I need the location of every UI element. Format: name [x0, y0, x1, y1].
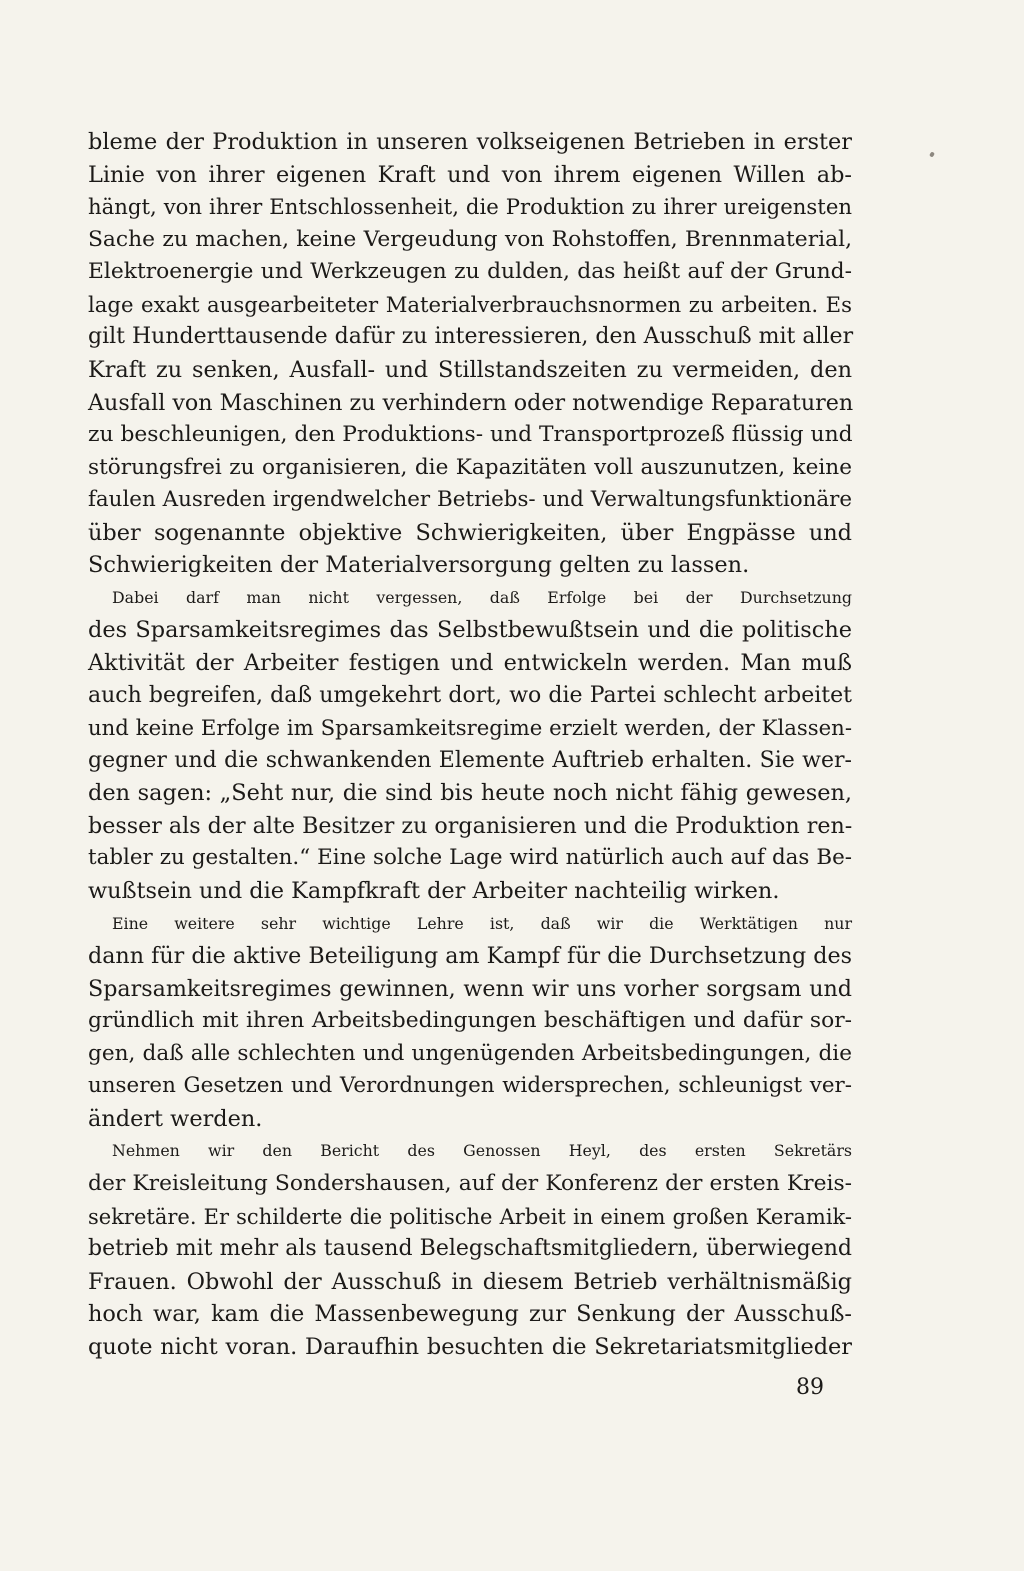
- text-line: gen, daß alle schlechten und ungenügenden Arbeitsbedingungen, die: [88, 1040, 852, 1066]
- text-line: über sogenannte objektive Schwierigkeiten, über Engpässe und: [88, 519, 852, 546]
- paragraph: [88, 126, 852, 582]
- text-line: des Sparsamkeitsregimes das Selbstbewußtsein und die politische: [88, 617, 852, 644]
- print-speck: [929, 151, 935, 157]
- page-body: [88, 126, 852, 1363]
- text-line: ändert werden.: [88, 1105, 263, 1132]
- text-line: Aktivität der Arbeiter festigen und entwickeln werden. Man muß: [88, 650, 852, 676]
- text-line: faulen Ausreden irgendwelcher Betriebs- und Verwaltungsfunktionäre: [88, 487, 852, 513]
- text-line: gilt Hunderttausende dafür zu interessieren, den Ausschuß mit aller: [88, 324, 854, 350]
- text-line: Schwierigkeiten der Materialversorgung gelten zu lassen.: [88, 552, 750, 579]
- text-line: Sparsamkeitsregimes gewinnen, wenn wir uns vorher sorgsam und: [88, 975, 852, 1002]
- text-line: störungsfrei zu organisieren, die Kapazitäten voll auszunutzen, keine: [88, 454, 852, 480]
- page-number: 89: [796, 1375, 824, 1400]
- text-line: hoch war, kam die Massenbewegung zur Senkung der Ausschuß-: [88, 1301, 852, 1328]
- text-line: sekretäre. Er schilderte die politische Arbeit in einem großen Keramik-: [88, 1204, 852, 1229]
- text-line: besser als der alte Besitzer zu organisieren und die Produktion ren-: [88, 812, 853, 839]
- text-line: quote nicht voran. Daraufhin besuchten die Sekretariatsmitglieder: [88, 1333, 852, 1360]
- text-line: tabler zu gestalten.“ Eine solche Lage wird natürlich auch auf das Be-: [88, 845, 852, 871]
- text-line: Linie von ihrer eigenen Kraft und von ihrem eigenen Willen ab-: [88, 161, 852, 188]
- text-line: dann für die aktive Beteiligung am Kampf für die Durchsetzung des: [88, 943, 852, 970]
- text-line: betrieb mit mehr als tausend Belegschaftsmitgliedern, überwiegend: [88, 1236, 852, 1262]
- text-line: Sache zu machen, keine Vergeudung von Rohstoffen, Brennmaterial,: [88, 226, 852, 252]
- text-line: wußtsein und die Kampfkraft der Arbeiter nachteilig wirken.: [88, 877, 780, 904]
- text-line: zu beschleunigen, den Produktions- und Transportprozeß flüssig und: [88, 422, 853, 448]
- text-line: hängt, von ihrer Entschlossenheit, die Produktion zu ihrer ureigensten: [88, 194, 852, 220]
- paragraph: [88, 582, 852, 908]
- text-line: Nehmen wir den Bericht des Genossen Heyl, des ersten Sekretärs: [112, 1141, 852, 1161]
- text-line: Elektroenergie und Werkzeugen zu dulden, das heißt auf der Grund-: [88, 259, 852, 285]
- text-line: den sagen: „Seht nur, die sind bis heute noch nicht fähig gewesen,: [88, 780, 852, 807]
- text-line: bleme der Produktion in unseren volkseigenen Betrieben in erster: [88, 129, 852, 155]
- text-line: der Kreisleitung Sondershausen, auf der Konferenz der ersten Kreis-: [88, 1171, 852, 1196]
- text-line: Ausfall von Maschinen zu verhindern oder notwendige Reparaturen: [88, 389, 854, 416]
- text-line: Frauen. Obwohl der Ausschuß in diesem Betrieb verhältnismäßig: [88, 1268, 852, 1295]
- text-line: auch begreifen, daß umgekehrt dort, wo die Partei schlecht arbeitet: [88, 682, 852, 708]
- text-line: lage exakt ausgearbeiteter Materialverbrauchsnormen zu arbeiten. Es: [88, 291, 852, 317]
- text-line: Eine weitere sehr wichtige Lehre ist, daß wir die Werktätigen nur: [112, 913, 852, 933]
- paragraph: [88, 1135, 852, 1363]
- text-line: Kraft zu senken, Ausfall- und Stillstandszeiten zu vermeiden, den: [88, 356, 852, 383]
- text-line: Dabei darf man nicht vergessen, daß Erfolge bei der Durchsetzung: [112, 587, 852, 607]
- text-line: unseren Gesetzen und Verordnungen widersprechen, schleunigst ver-: [88, 1073, 852, 1099]
- paragraph: [88, 908, 852, 1136]
- text-line: gründlich mit ihren Arbeitsbedingungen beschäftigen und dafür sor-: [88, 1008, 852, 1034]
- text-line: und keine Erfolge im Sparsamkeitsregime erzielt werden, der Klassen-: [88, 715, 852, 741]
- text-line: gegner und die schwankenden Elemente Auftrieb erhalten. Sie wer-: [88, 747, 852, 773]
